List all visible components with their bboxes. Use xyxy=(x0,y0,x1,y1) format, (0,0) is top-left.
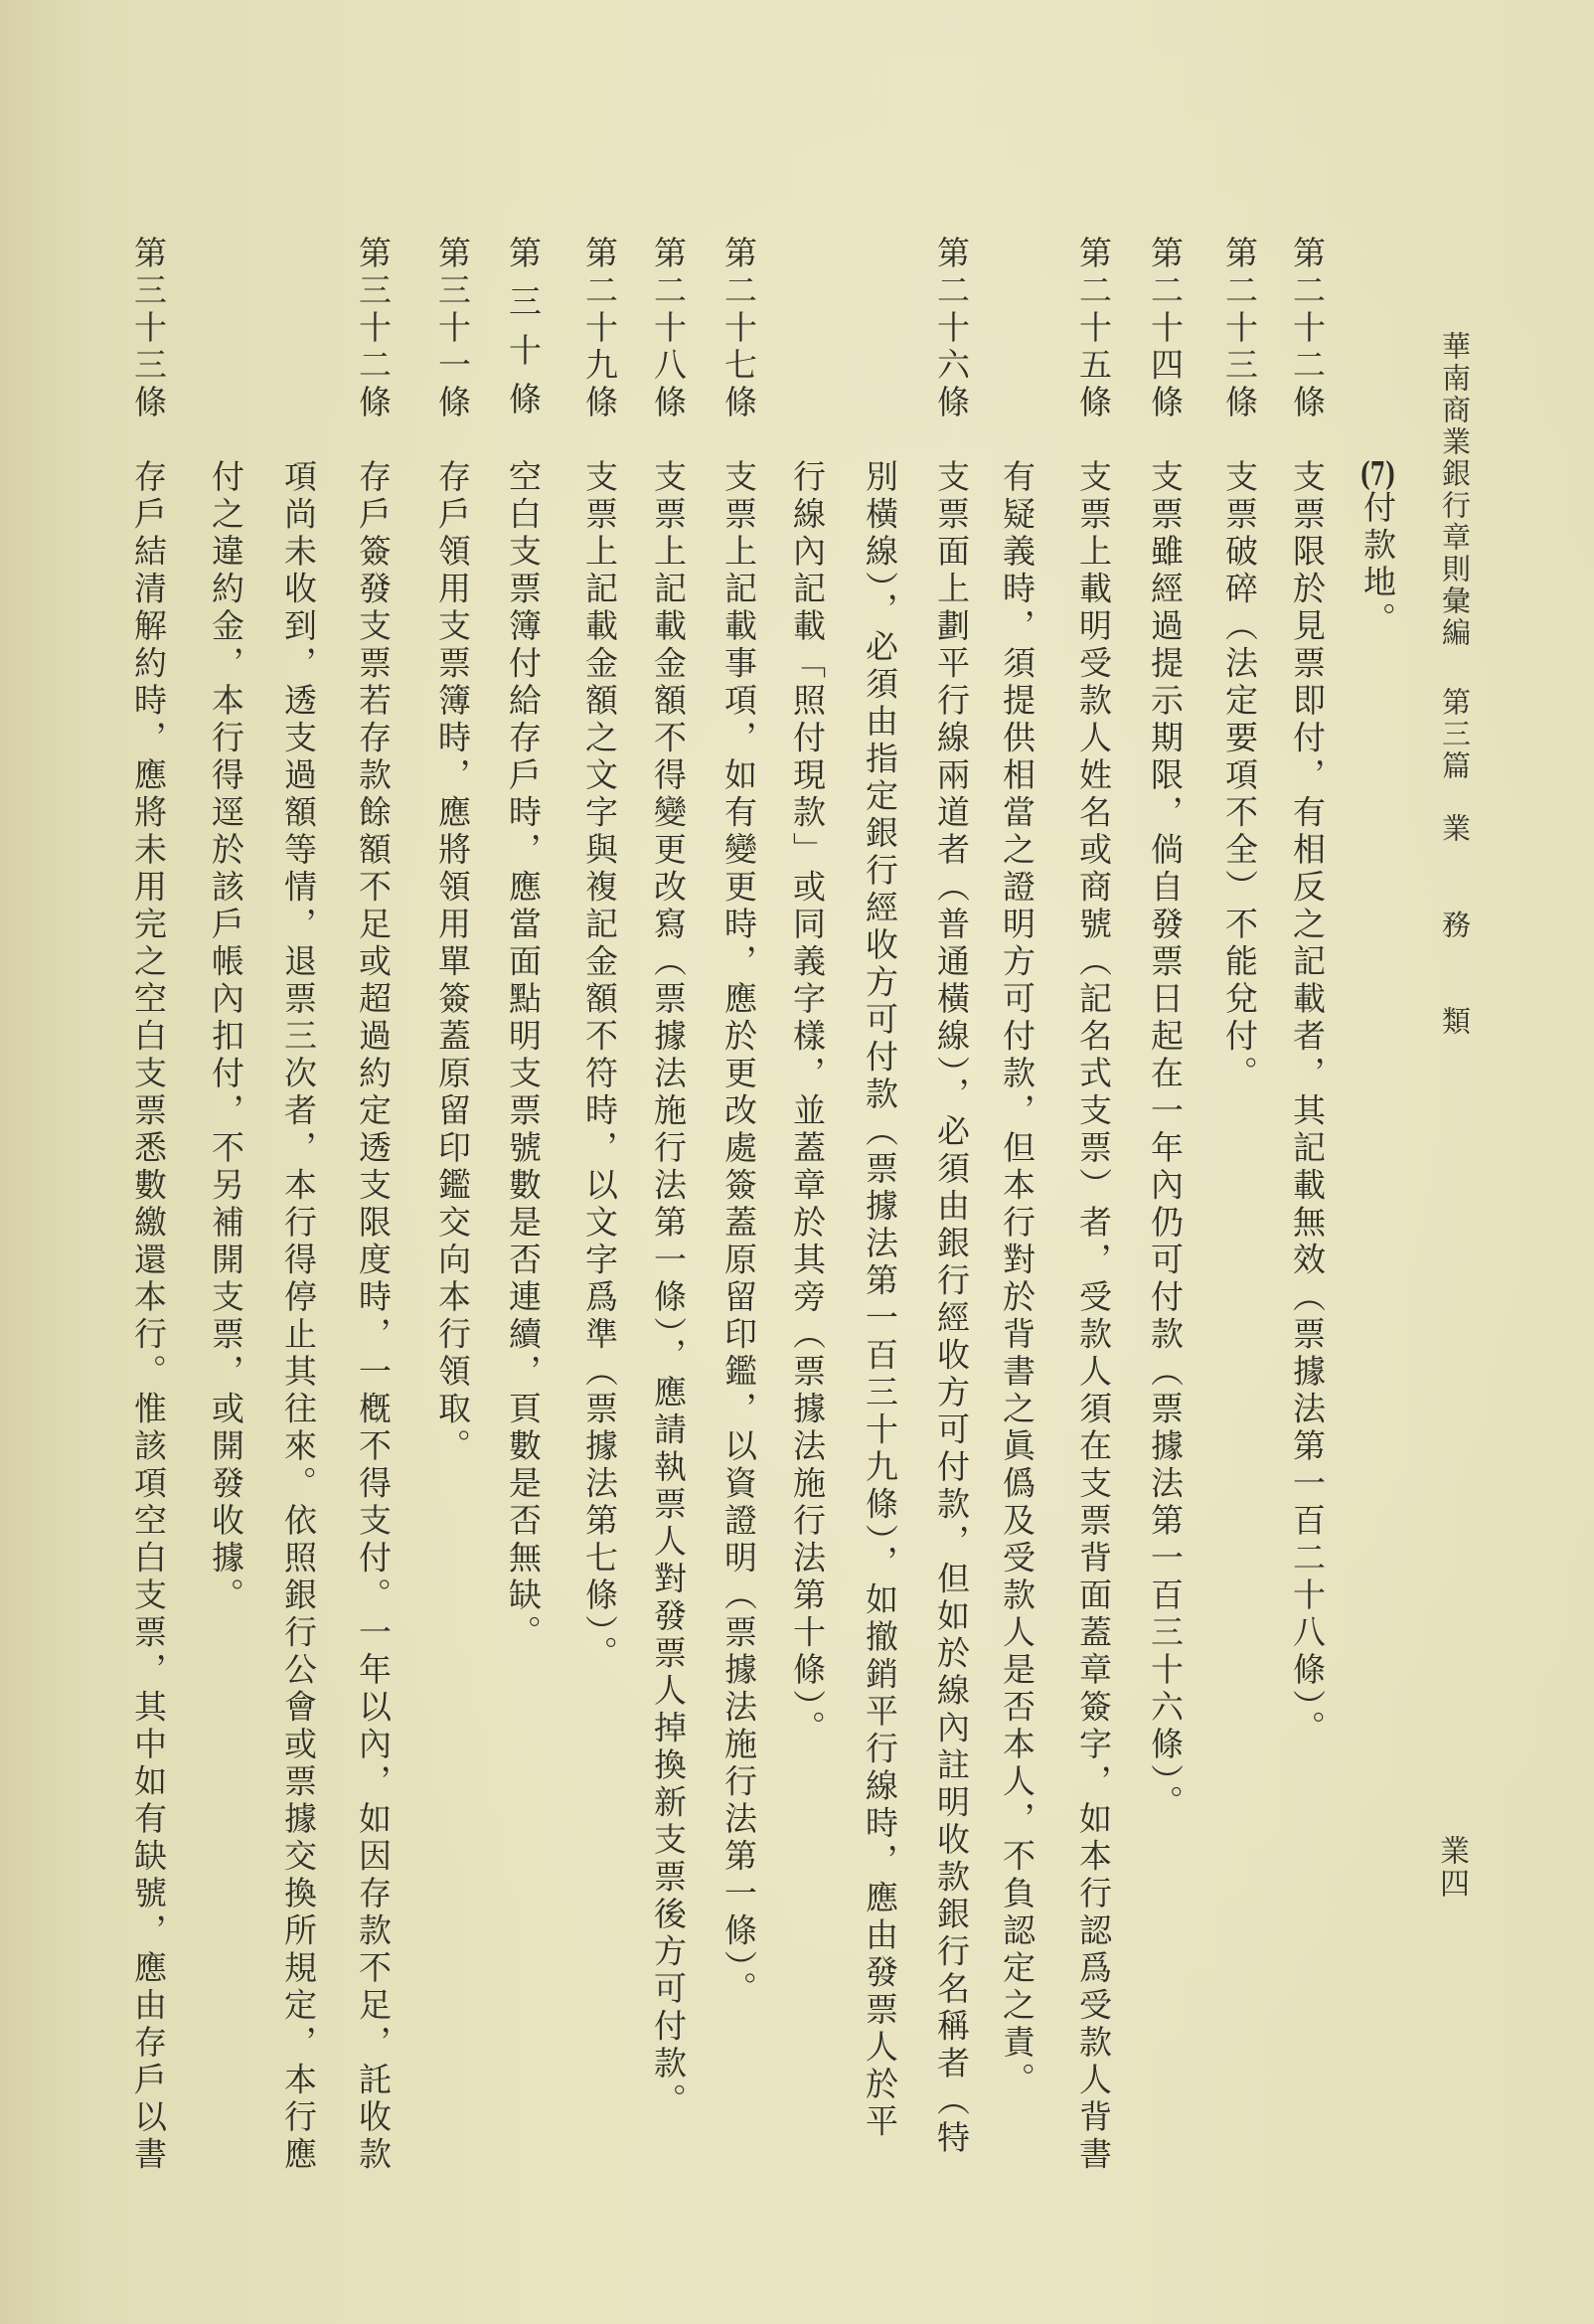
running-header-part xyxy=(1440,687,1470,782)
article-28-line-1: 支票上記載金額不得變更改寫（票據法施行法第一條），應請執票人對發票人掉換新支票後方可付款。 xyxy=(649,459,688,2120)
article-26-number: 第二十六條 xyxy=(932,236,971,422)
article-22-number: 第二十二條 xyxy=(1288,236,1327,422)
category-title: 業務類 xyxy=(1438,813,1472,1102)
part-title: 第三篇 xyxy=(1438,687,1472,782)
article-22-line-1: 支票限於見票即付，有相反之記載者，其記載無效（票據法第一百二十八條）。 xyxy=(1288,459,1327,1747)
article-25-line-1: 支票上載明受款人姓名或商號（記名式支票）者，受款人須在支票背面蓋章簽字，如本行認爲受款人背書 xyxy=(1074,459,1113,2174)
article-29-line-1: 支票上記載金額之文字與複記金額不符時，以文字爲準（票據法第七條）。 xyxy=(580,459,619,1673)
item-7-text: 付款地。 xyxy=(1358,490,1397,639)
article-29-number: 第二十九條 xyxy=(580,236,619,422)
article-25-line-2: 有疑義時，須提供相當之證明方可付款，但本行對於背書之眞僞及受款人是否本人，不負認定之責。 xyxy=(998,459,1036,2099)
article-23-number: 第二十三條 xyxy=(1220,236,1259,422)
article-32-line-2: 項尚未收到，透支過額等情，退票三次者，本行得停止其往來。依照銀行公會或票據交換所規定，本行應 xyxy=(279,459,318,2174)
article-28-number: 第二十八條 xyxy=(649,236,688,422)
item-7 xyxy=(1358,457,1397,639)
article-27-line-1: 支票上記載事項，如有變更時，應於更改處簽蓋原留印鑑，以資證明（票據法施行法第一條）。 xyxy=(719,459,758,2009)
page-number: 業四 xyxy=(1434,1835,1469,1901)
article-26-line-3: 行線內記載「照付現款」或同義字樣，並蓋章於其旁（票據法施行法第十條）。 xyxy=(788,459,827,1747)
article-24-number: 第二十四條 xyxy=(1146,236,1185,422)
article-30-number: 第三十條 xyxy=(504,236,543,430)
article-25-number: 第二十五條 xyxy=(1074,236,1113,422)
article-23-line-1: 支票破碎（法定要項不全）不能兌付。 xyxy=(1220,459,1259,1093)
article-32-number: 第三十二條 xyxy=(354,236,393,422)
item-7-label: (7) xyxy=(1359,457,1396,490)
article-27-number: 第二十七條 xyxy=(719,236,758,422)
article-33-line-1: 存戶結清解約時，應將未用完之空白支票悉數繳還本行。惟該項空白支票，其中如有缺號，應由存戶以書 xyxy=(129,459,168,2174)
running-header-category xyxy=(1440,813,1470,1102)
article-32-line-3: 付之違約金，本行得逕於該戶帳內扣付，不另補開支票，或開發收據。 xyxy=(207,459,245,1615)
article-31-line-1: 存戶領用支票簿時，應將領用單簽蓋原留印鑑交向本行領取。 xyxy=(433,459,472,1466)
book-title: 華南商業銀行章則彙編 xyxy=(1438,331,1472,649)
running-header xyxy=(1440,331,1470,649)
article-33-number: 第三十三條 xyxy=(129,236,168,422)
article-30-line-1: 空白支票簿付給存戶時，應當面點明支票號數是否連續，頁數是否無缺。 xyxy=(504,459,543,1652)
article-26-line-2: 別橫線），必須由指定銀行經收方可付款（票據法第一百三十九條），如撤銷平行線時，應由發票人於平 xyxy=(861,459,899,2141)
article-32-line-1: 存戶簽發支票若存款餘額不足或超過約定透支限度時，一槪不得支付。一年以內，如因存款不足，託收款 xyxy=(354,459,393,2174)
article-26-line-1: 支票面上劃平行線兩道者（普通橫線），必須由銀行經收方可付款，但如於線內註明收款銀行名稱者（特 xyxy=(932,459,971,2158)
article-31-number: 第三十一條 xyxy=(433,236,472,422)
article-24-line-1: 支票雖經過提示期限，倘自發票日起在一年內仍可付款（票據法第一百三十六條）。 xyxy=(1146,459,1185,1822)
